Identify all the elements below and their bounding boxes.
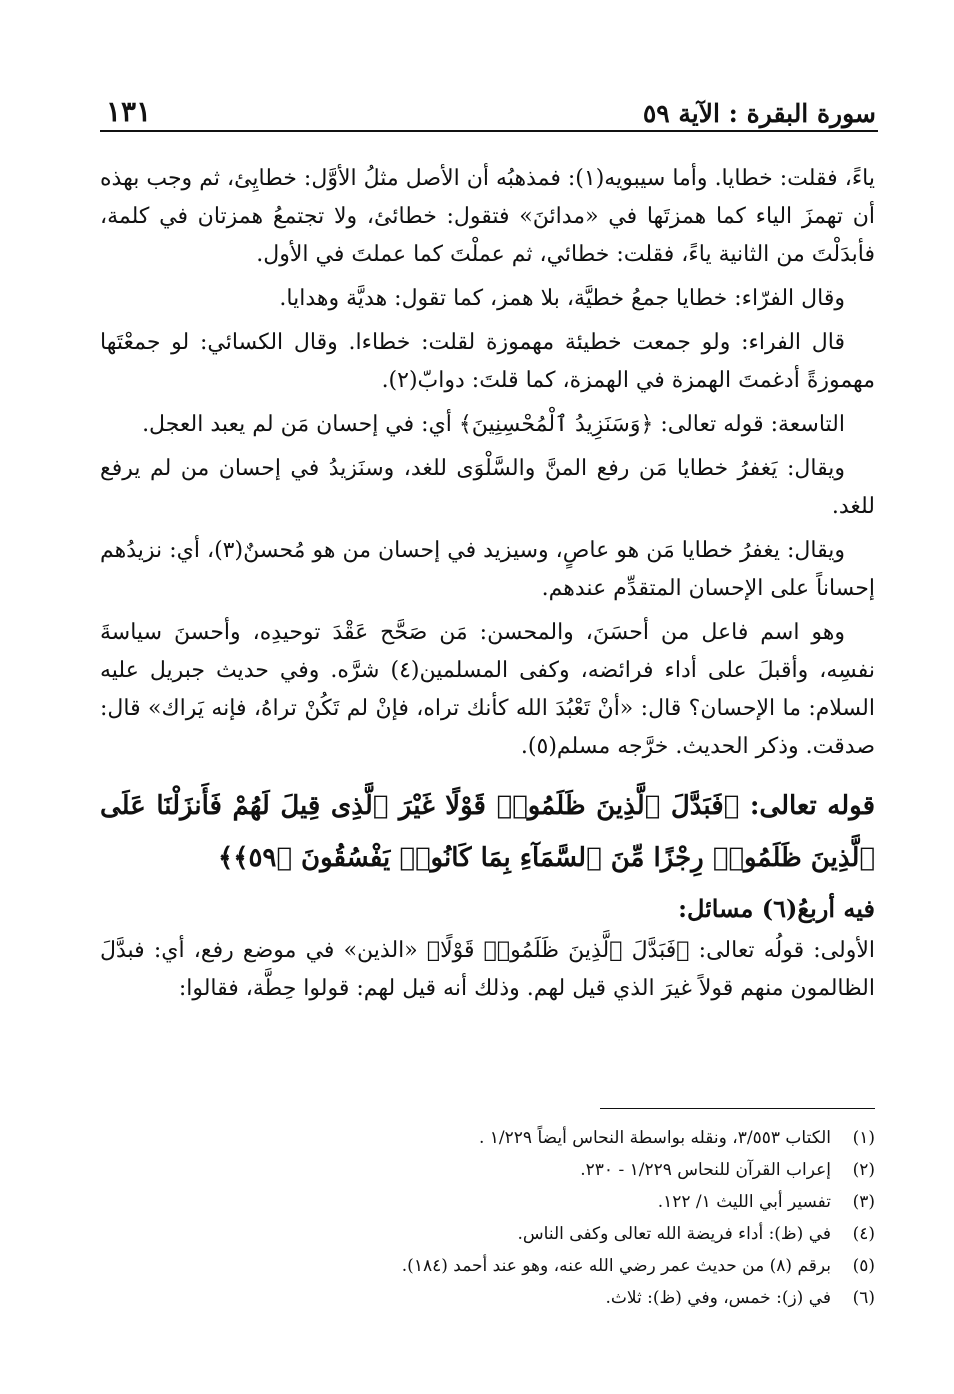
page-header <box>106 88 876 128</box>
paragraph: الأولى: قولُه تعالى: ﴿فَبَدَّلَ ٱلَّذِينَ ظَلَمُوا۟ قَوْلًا﴾ «الذين» في موضع رفع، أي: فبدَّلَ الظالمون منهم قولاً غيرَ الذي قيل لهم. وذلك أنه قيل لهم: قولوا حِطَّة، فقالوا: <box>100 938 875 1001</box>
footnote <box>100 1186 875 1218</box>
paragraph: ياءً، فقلت: خطايا. وأما سيبويه(١): فمذهبُه أن الأصل مثلُ الأوَّل: خطايِئ، ثم وجب بهذه أن تهمزَ الياء كما همزتَها في «مدائنَ» فتقول: خطائئ، ولا تجتمعُ همزتان في كلمة، فأبدَلْتَ من الثانية ياءً، فقلت: خطائي، ثم عملْتَ كما عملتَ في الأول. <box>100 166 875 267</box>
footnote-text: في (ز): خمس، وفي (ظ): ثلاث. <box>605 1288 831 1308</box>
running-title: سورة البقرة : الآية ٥٩ <box>642 99 876 128</box>
footnote-number: (٦) <box>852 1288 875 1308</box>
footnote <box>100 1154 875 1186</box>
paragraph: وقال الفرّاء: خطايا جمعُ خطيَّة، بلا همز، كما تقول: هديَّة وهدايا. <box>279 286 845 311</box>
paragraph: قال الفراء: ولو جمعت خطيئة مهموزة لقلت: خطاءا. وقال الكسائي: لو جمعْتَها مهموزةً أدغمتَ الهمزة في الهمزة، كما قلتَ: دوابّ(٢). <box>100 330 875 393</box>
footnote-text: الكتاب ٣/٥٥٣، ونقله بواسطة النحاس أيضاً ١/٢٢٩ . <box>478 1128 831 1148</box>
footnote <box>100 1282 875 1314</box>
footnotes <box>100 1122 875 1314</box>
page-number: ١٣١ <box>106 95 152 128</box>
paragraph: وهو اسم فاعل من أحسَنَ، والمحسن: مَن صَحَّح عَقْدَ توحيدِه، وأحسنَ سياسةَ نفسِه، وأقبلَ على أداء فرائضه، وكفى المسلمين(٤) شرَّه. وفي حديث جبريل عليه السلام: ما الإحسان؟ قال: «أنْ تَعْبُدَ الله كأنك تراه، فإنْ لم تَكُنْ تراهُ، فإنه يَراك» قال: صدقت. وذكر الحديث. خرَّجه مسلم(٥). <box>100 620 875 759</box>
footnote-number: (٥) <box>852 1256 875 1276</box>
footnote-number: (٤) <box>852 1224 875 1244</box>
footnote-text: إعراب القرآن للنحاس ١/٢٢٩ - ٢٣٠. <box>580 1160 831 1180</box>
paragraph: ويقال: يَغفرُ خطايا مَن رفع المنَّ والسَّلْوَى للغد، وسنَزيدُ في إحسان من لم يرفع للغد. <box>100 456 875 519</box>
main-text <box>100 160 875 1014</box>
sub-heading: فيه أربعُ(٦) مسائل: <box>678 894 875 923</box>
footnote <box>100 1122 875 1154</box>
footnote-text: برقم (٨) من حديث عمر رضي الله عنه، وهو عند أحمد (١٨٤). <box>401 1256 831 1276</box>
header-rule <box>100 130 878 132</box>
paragraph: ويقال: يغفرُ خطايا مَن هو عاصٍ، وسيزيد في إحسان من هو مُحسنٌ(٣)، أي: نزيدُهم إحساناً على الإحسان المتقدِّم عندهم. <box>100 538 875 601</box>
verse-heading: قوله تعالى: ﴿فَبَدَّلَ ٱلَّذِينَ ظَلَمُوا۟ قَوْلًا غَيْرَ ٱلَّذِى قِيلَ لَهُمْ فَأَنزَلْنَا عَلَى ٱلَّذِينَ ظَلَمُوا۟ رِجْزًا مِّنَ ٱلسَّمَآءِ بِمَا كَانُوا۟ يَفْسُقُونَ ﴿٥٩﴾﴾ <box>100 791 875 873</box>
footnote <box>100 1218 875 1250</box>
footnote-number: (٢) <box>852 1160 875 1180</box>
footnote-text: تفسير أبي الليث ١/ ١٢٢. <box>657 1192 831 1212</box>
footnote-rule <box>600 1108 875 1109</box>
footnote-number: (٣) <box>852 1192 875 1212</box>
footnote-number: (١) <box>852 1128 875 1148</box>
paragraph: التاسعة: قوله تعالى: ﴿وَسَنَزِيدُ ٱلْمُحْسِنِينَ﴾ أي: في إحسان مَن لم يعبد العجل. <box>142 412 845 437</box>
footnote <box>100 1250 875 1282</box>
footnote-text: في (ظ): أداء فريضة الله تعالى وكفى الناس. <box>517 1224 831 1244</box>
